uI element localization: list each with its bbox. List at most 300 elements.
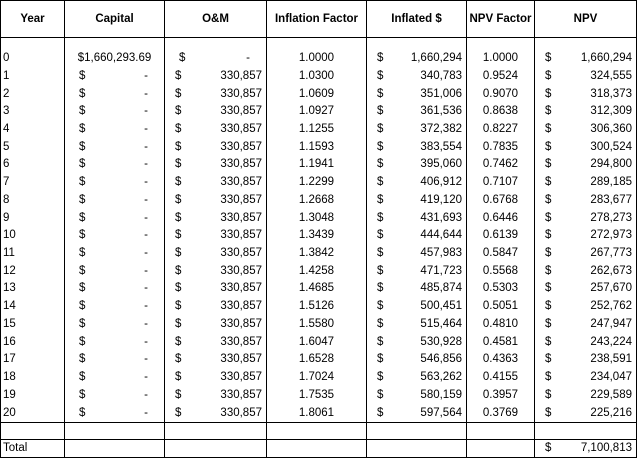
inflation-factor-cell [267, 351, 367, 369]
currency-symbol: $ [545, 176, 552, 189]
om-value: 330,857 [220, 371, 262, 384]
total-npv-cell [535, 440, 637, 458]
currency-symbol: $ [545, 69, 552, 82]
inflation-factor-cell [267, 209, 367, 227]
npv-value: 225,216 [590, 406, 632, 419]
capital-value: - [144, 264, 148, 277]
capital-value: - [144, 105, 148, 118]
om-value: 330,857 [220, 105, 262, 118]
inflation-factor-value: 1.5580 [298, 317, 335, 330]
inflated-value: 515,464 [420, 317, 462, 330]
table-row [1, 316, 637, 334]
table-row [1, 138, 637, 156]
header-inflated: Inflated $ [367, 1, 467, 38]
inflated-value: 546,856 [420, 353, 462, 366]
om-value: 330,857 [220, 87, 262, 100]
currency-symbol: $ [377, 69, 384, 82]
npv-value: 262,673 [590, 264, 632, 277]
total-npv-value: 7,100,813 [580, 442, 632, 454]
currency-symbol: $ [545, 140, 552, 153]
npv-factor-cell [467, 138, 535, 156]
om-value: 330,857 [220, 193, 262, 206]
year-cell [1, 404, 65, 422]
npv-cell [535, 50, 637, 68]
om-value: 330,857 [220, 123, 262, 136]
currency-symbol: $ [175, 123, 182, 136]
currency-symbol: $ [175, 105, 182, 118]
table-row [1, 174, 637, 192]
npv-cell [535, 245, 637, 263]
capital-cell [65, 351, 165, 369]
inflation-factor-cell [267, 333, 367, 351]
om-value: 330,857 [220, 176, 262, 189]
inflation-factor-value: 1.2299 [298, 176, 335, 189]
inflated-cell [367, 68, 467, 86]
currency-symbol: $ [545, 123, 552, 136]
year-cell [1, 156, 65, 174]
table-row [1, 85, 637, 103]
year-value: 18 [3, 371, 16, 384]
npv-factor-value: 0.3957 [482, 388, 519, 401]
inflation-factor-value: 1.3439 [298, 229, 335, 242]
npv-cell [535, 156, 637, 174]
inflated-cell [367, 298, 467, 316]
table-row [1, 280, 637, 298]
header-capital: Capital [65, 1, 165, 38]
blank-cell [467, 423, 535, 440]
table-row [1, 245, 637, 263]
year-cell [1, 68, 65, 86]
currency-symbol: $ [377, 52, 384, 65]
currency-symbol: $ [79, 140, 86, 153]
table-row [1, 156, 637, 174]
npv-value: 252,762 [590, 300, 632, 313]
currency-symbol: $ [377, 247, 384, 260]
inflation-factor-value: 1.1941 [298, 158, 335, 171]
currency-symbol: $ [175, 140, 182, 153]
currency-symbol: $ [175, 371, 182, 384]
spacer-row [1, 38, 637, 50]
capital-value: - [144, 300, 148, 313]
currency-symbol: $ [79, 211, 86, 224]
currency-symbol: $ [175, 176, 182, 189]
currency-symbol: $ [377, 176, 384, 189]
om-cell [165, 156, 267, 174]
currency-symbol: $ [377, 87, 384, 100]
capital-value: - [144, 140, 148, 153]
currency-symbol: $ [377, 371, 384, 384]
inflation-factor-value: 1.1593 [298, 140, 335, 153]
npv-cell [535, 85, 637, 103]
capital-cell [65, 369, 165, 387]
year-cell [1, 316, 65, 334]
spacer-cell [267, 38, 367, 50]
inflation-factor-cell [267, 156, 367, 174]
currency-symbol: $ [79, 69, 86, 82]
npv-factor-value: 0.5303 [482, 282, 519, 295]
npv-factor-value: 0.9524 [482, 69, 519, 82]
year-cell [1, 121, 65, 139]
inflated-value: 1,660,294 [410, 52, 462, 65]
year-cell [1, 85, 65, 103]
npv-factor-cell [467, 316, 535, 334]
npv-factor-cell [467, 85, 535, 103]
npv-factor-cell [467, 174, 535, 192]
capital-cell [65, 121, 165, 139]
currency-symbol: $ [377, 264, 384, 277]
npv-factor-value: 0.8638 [482, 105, 519, 118]
year-value: 9 [3, 211, 10, 224]
om-cell [165, 50, 267, 68]
currency-symbol: $ [175, 300, 182, 313]
total-row [1, 440, 637, 458]
npv-value: 234,047 [590, 371, 632, 384]
inflation-factor-cell [267, 369, 367, 387]
year-cell [1, 298, 65, 316]
om-value: 330,857 [220, 335, 262, 348]
currency-symbol: $ [545, 442, 552, 454]
total-label: Total [1, 440, 65, 458]
om-value: 330,857 [220, 388, 262, 401]
currency-symbol: $ [79, 158, 86, 171]
inflated-value: 597,564 [420, 406, 462, 419]
om-cell [165, 280, 267, 298]
om-cell [165, 386, 267, 404]
om-value: 330,857 [220, 211, 262, 224]
inflated-value: 457,983 [420, 247, 462, 260]
om-cell [165, 351, 267, 369]
inflated-cell [367, 156, 467, 174]
npv-cell [535, 68, 637, 86]
year-value: 4 [3, 123, 10, 136]
npv-factor-value: 0.5051 [482, 300, 519, 313]
om-cell [165, 369, 267, 387]
currency-symbol: $ [175, 317, 182, 330]
npv-factor-value: 0.4581 [482, 335, 519, 348]
blank-cell [367, 423, 467, 440]
currency-symbol: $ [79, 193, 86, 206]
om-value: 330,857 [220, 69, 262, 82]
currency-symbol: $ [377, 229, 384, 242]
inflated-cell [367, 174, 467, 192]
blank-cell [267, 423, 367, 440]
currency-symbol: $ [545, 388, 552, 401]
npv-factor-cell [467, 68, 535, 86]
npv-factor-cell [467, 103, 535, 121]
currency-symbol: $ [545, 317, 552, 330]
table-row [1, 351, 637, 369]
currency-symbol: $ [377, 123, 384, 136]
npv-cell [535, 386, 637, 404]
year-value: 15 [3, 317, 16, 330]
currency-symbol: $ [545, 371, 552, 384]
om-value: 330,857 [220, 158, 262, 171]
npv-value: 257,670 [590, 282, 632, 295]
capital-value: - [144, 87, 148, 100]
om-value: 330,857 [220, 247, 262, 260]
currency-symbol: $ [179, 52, 186, 65]
inflated-value: 383,554 [420, 140, 462, 153]
table-row [1, 103, 637, 121]
npv-value: 294,800 [590, 158, 632, 171]
year-value: 8 [3, 193, 10, 206]
npv-factor-value: 0.5847 [482, 247, 519, 260]
header-year: Year [1, 1, 65, 38]
capital-cell [65, 333, 165, 351]
om-cell [165, 138, 267, 156]
table-row [1, 369, 637, 387]
npv-value: 324,555 [590, 69, 632, 82]
npv-factor-value: 0.4363 [482, 353, 519, 366]
currency-symbol: $ [175, 388, 182, 401]
om-value: 330,857 [220, 229, 262, 242]
capital-value: - [144, 69, 148, 82]
om-value: 330,857 [220, 353, 262, 366]
inflation-factor-value: 1.8061 [298, 406, 335, 419]
npv-cell [535, 192, 637, 210]
blank-cell [165, 423, 267, 440]
npv-factor-value: 0.7107 [482, 176, 519, 189]
table-row [1, 192, 637, 210]
capital-cell [65, 174, 165, 192]
npv-factor-cell [467, 369, 535, 387]
inflation-factor-value: 1.7024 [298, 371, 335, 384]
npv-value: 243,224 [590, 335, 632, 348]
year-value: 2 [3, 87, 10, 100]
capital-cell [65, 85, 165, 103]
currency-symbol: $ [377, 353, 384, 366]
inflated-value: 406,912 [420, 176, 462, 189]
inflated-cell [367, 85, 467, 103]
inflation-factor-cell [267, 298, 367, 316]
npv-factor-value: 0.6139 [482, 229, 519, 242]
currency-symbol: $ [377, 193, 384, 206]
npv-cell [535, 298, 637, 316]
currency-symbol: $ [79, 406, 86, 419]
npv-value: 229,589 [590, 388, 632, 401]
npv-cell [535, 351, 637, 369]
currency-symbol: $ [175, 69, 182, 82]
inflated-cell [367, 351, 467, 369]
npv-factor-cell [467, 209, 535, 227]
npv-cell [535, 262, 637, 280]
spacer-cell [165, 38, 267, 50]
inflation-factor-value: 1.3842 [298, 247, 335, 260]
spacer-cell [467, 38, 535, 50]
currency-symbol: $ [545, 264, 552, 277]
npv-cell [535, 404, 637, 422]
npv-factor-value: 0.7462 [482, 158, 519, 171]
capital-cell [65, 262, 165, 280]
table-row [1, 404, 637, 422]
inflated-value: 351,006 [420, 87, 462, 100]
npv-factor-cell [467, 262, 535, 280]
year-cell [1, 280, 65, 298]
total-empty-cell [165, 440, 267, 458]
npv-factor-value: 0.6768 [482, 193, 519, 206]
currency-symbol: $ [545, 193, 552, 206]
inflated-cell [367, 103, 467, 121]
inflation-factor-cell [267, 50, 367, 68]
year-value: 7 [3, 176, 10, 189]
currency-symbol: $ [79, 87, 86, 100]
capital-value: - [144, 158, 148, 171]
currency-symbol: $ [377, 388, 384, 401]
om-value: - [246, 52, 250, 65]
currency-symbol: $ [545, 211, 552, 224]
inflated-cell [367, 227, 467, 245]
year-cell [1, 245, 65, 263]
inflation-factor-cell [267, 68, 367, 86]
npv-factor-value: 0.9070 [482, 87, 519, 100]
inflation-factor-cell [267, 245, 367, 263]
npv-factor-cell [467, 192, 535, 210]
currency-symbol: $ [79, 176, 86, 189]
header-inflation-factor: Inflation Factor [267, 1, 367, 38]
capital-value: - [144, 282, 148, 295]
om-value: 330,857 [220, 406, 262, 419]
inflated-cell [367, 121, 467, 139]
currency-symbol: $ [175, 229, 182, 242]
currency-symbol: $ [79, 264, 86, 277]
table-row [1, 262, 637, 280]
capital-cell [65, 245, 165, 263]
capital-value: $1,660,293.69 [77, 52, 152, 65]
inflation-factor-value: 1.6047 [298, 335, 335, 348]
year-cell [1, 192, 65, 210]
capital-value: - [144, 229, 148, 242]
npv-value: 289,185 [590, 176, 632, 189]
currency-symbol: $ [377, 335, 384, 348]
inflation-factor-cell [267, 121, 367, 139]
table-row [1, 298, 637, 316]
om-value: 330,857 [220, 264, 262, 277]
inflation-factor-value: 1.0609 [298, 87, 335, 100]
inflation-factor-cell [267, 262, 367, 280]
npv-cell [535, 316, 637, 334]
year-cell [1, 174, 65, 192]
currency-symbol: $ [545, 105, 552, 118]
om-cell [165, 333, 267, 351]
inflation-factor-value: 1.5126 [298, 300, 335, 313]
npv-factor-cell [467, 227, 535, 245]
inflation-factor-value: 1.7535 [298, 388, 335, 401]
year-value: 12 [3, 264, 16, 277]
year-cell [1, 351, 65, 369]
capital-value: - [144, 388, 148, 401]
capital-value: - [144, 193, 148, 206]
year-value: 0 [3, 52, 10, 65]
npv-factor-cell [467, 50, 535, 68]
om-value: 330,857 [220, 140, 262, 153]
inflation-factor-value: 1.0927 [298, 105, 335, 118]
table-row [1, 227, 637, 245]
currency-symbol: $ [175, 247, 182, 260]
npv-factor-value: 0.6446 [482, 211, 519, 224]
currency-symbol: $ [175, 193, 182, 206]
table-row [1, 386, 637, 404]
inflation-factor-cell [267, 280, 367, 298]
currency-symbol: $ [79, 229, 86, 242]
blank-cell [1, 423, 65, 440]
inflated-cell [367, 245, 467, 263]
currency-symbol: $ [79, 105, 86, 118]
table-body [1, 38, 637, 423]
currency-symbol: $ [377, 158, 384, 171]
capital-value: - [144, 371, 148, 384]
currency-symbol: $ [175, 87, 182, 100]
inflation-factor-cell [267, 227, 367, 245]
inflation-factor-value: 1.0000 [298, 52, 335, 65]
table-row [1, 209, 637, 227]
inflated-value: 530,928 [420, 335, 462, 348]
currency-symbol: $ [79, 247, 86, 260]
capital-value: - [144, 211, 148, 224]
inflated-value: 563,262 [420, 371, 462, 384]
npv-factor-cell [467, 245, 535, 263]
currency-symbol: $ [79, 371, 86, 384]
blank-cell [65, 423, 165, 440]
currency-symbol: $ [377, 317, 384, 330]
year-cell [1, 386, 65, 404]
header-npv: NPV [535, 1, 637, 38]
capital-value: - [144, 406, 148, 419]
currency-symbol: $ [545, 229, 552, 242]
year-value: 16 [3, 335, 16, 348]
year-value: 14 [3, 300, 16, 313]
om-cell [165, 404, 267, 422]
inflation-factor-value: 1.4258 [298, 264, 335, 277]
npv-cell [535, 174, 637, 192]
spacer-cell [367, 38, 467, 50]
npv-factor-cell [467, 386, 535, 404]
om-cell [165, 85, 267, 103]
capital-value: - [144, 353, 148, 366]
inflated-cell [367, 280, 467, 298]
inflated-cell [367, 138, 467, 156]
npv-factor-value: 1.0000 [482, 52, 519, 65]
inflation-factor-cell [267, 386, 367, 404]
om-cell [165, 262, 267, 280]
inflated-value: 395,060 [420, 158, 462, 171]
currency-symbol: $ [175, 264, 182, 277]
capital-cell [65, 68, 165, 86]
currency-symbol: $ [175, 406, 182, 419]
currency-symbol: $ [175, 282, 182, 295]
npv-factor-value: 0.7835 [482, 140, 519, 153]
currency-symbol: $ [545, 247, 552, 260]
total-empty-cell [367, 440, 467, 458]
inflated-cell [367, 262, 467, 280]
inflated-value: 340,783 [420, 69, 462, 82]
year-value: 17 [3, 353, 16, 366]
inflated-value: 485,874 [420, 282, 462, 295]
om-cell [165, 298, 267, 316]
currency-symbol: $ [377, 211, 384, 224]
npv-value: 306,360 [590, 123, 632, 136]
npv-factor-value: 0.4155 [482, 371, 519, 384]
currency-symbol: $ [175, 211, 182, 224]
currency-symbol: $ [545, 158, 552, 171]
year-value: 19 [3, 388, 16, 401]
om-cell [165, 192, 267, 210]
currency-symbol: $ [79, 353, 86, 366]
currency-symbol: $ [377, 140, 384, 153]
header-npv-factor: NPV Factor [467, 1, 535, 38]
capital-value: - [144, 317, 148, 330]
inflated-value: 471,723 [420, 264, 462, 277]
year-cell [1, 262, 65, 280]
